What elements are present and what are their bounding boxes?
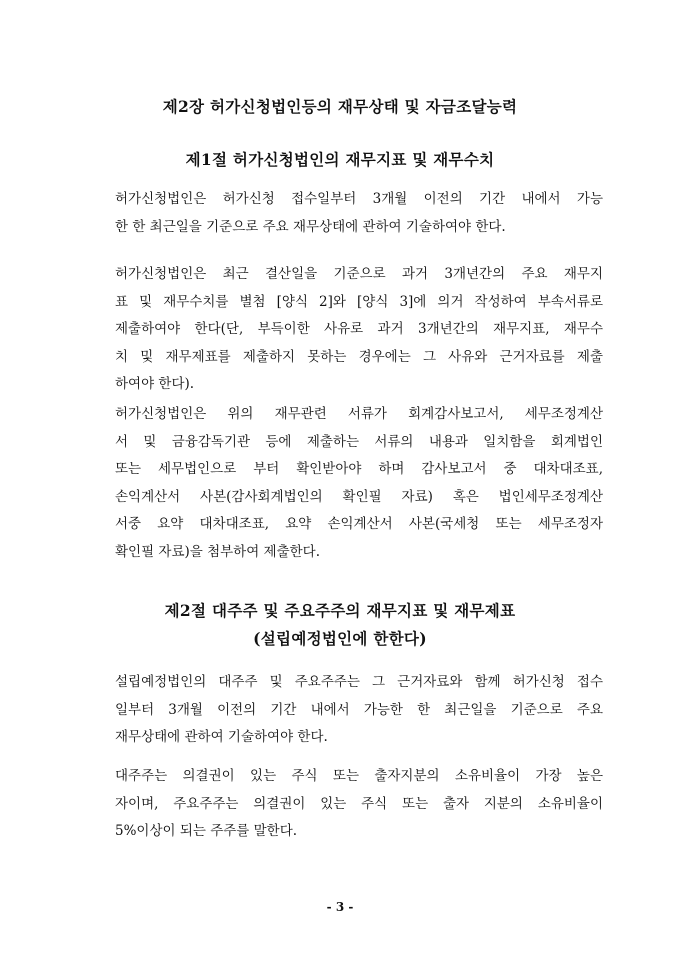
paragraph-line: 허가신청법인은 최근 결산일을 기준으로 과거 3개년간의 주요 재무지 (115, 266, 603, 282)
section-2-title: 제2절 대주주 및 주요주주의 재무지표 및 재무제표 (164, 601, 516, 620)
paragraph-line: 한 한 최근일을 기준으로 주요 재무상태에 관하여 기술하여야 한다. (115, 218, 506, 235)
paragraph-line: 허가신청법인은 허가신청 접수일부터 3개월 이전의 기간 내에서 가능 (115, 191, 603, 207)
paragraph-line: 또는 세무법인으로 부터 확인받아야 하며 감사보고서 중 대차대조표, (115, 461, 603, 477)
paragraph-line: 표 및 재무수치를 별첨 [양식 2]와 [양식 3]에 의거 작성하여 부속서류로 (115, 293, 603, 310)
paragraph-line: 재무상태에 관하여 기술하여야 한다. (115, 729, 328, 745)
paragraph-line: 손익계산서 사본(감사회계법인의 확인필 자료) 혹은 법인세무조정계산 (115, 488, 603, 505)
paragraph-line: 서중 요약 대차대조표, 요약 손익계산서 사본(국세청 또는 세무조정자 (115, 516, 603, 532)
paragraph-line: 허가신청법인은 위의 재무관련 서류가 회계감사보고서, 세무조정계산 (115, 406, 603, 422)
section-2-paragraph-2 (115, 763, 603, 846)
paragraph-line: 제출하여야 한다(단, 부득이한 사유로 과거 3개년간의 재무지표, 재무수 (115, 321, 603, 337)
section-1-paragraph-1 (115, 186, 603, 241)
page-number: - 3 - (326, 900, 354, 914)
paragraph-line: 하여야 한다). (115, 376, 195, 392)
paragraph-line: 5%이상이 되는 주주를 말한다. (115, 823, 298, 839)
section-2-subtitle: (설립예정법인에 한한다) (253, 629, 427, 648)
paragraph-line: 자이며, 주요주주는 의결권이 있는 주식 또는 출자 지분의 소유비율이 (115, 795, 603, 812)
paragraph-line: 일부터 3개월 이전의 기간 내에서 가능한 한 최근일을 기준으로 주요 (115, 701, 603, 718)
paragraph-line: 치 및 재무제표를 제출하지 못하는 경우에는 그 사유와 근거자료를 제출 (115, 348, 603, 365)
paragraph-line: 설립예정법인의 대주주 및 주요주주는 그 근거자료와 함께 허가신청 접수 (115, 674, 603, 690)
section-2-paragraph-1 (115, 669, 603, 752)
section-1-title: 제1절 허가신청법인의 재무지표 및 재무수치 (185, 150, 495, 169)
paragraph-line: 대주주는 의결권이 있는 주식 또는 출자지분의 소유비율이 가장 높은 (115, 768, 603, 784)
section-1-paragraph-3 (115, 401, 603, 566)
paragraph-line: 확인필 자료)을 첨부하여 제출한다. (115, 543, 321, 560)
paragraph-line: 서 및 금융감독기관 등에 제출하는 서류의 내용과 일치함을 회계법인 (115, 433, 603, 450)
chapter-title: 제2장 허가신청법인등의 재무상태 및 자금조달능력 (162, 97, 518, 116)
section-1-paragraph-2 (115, 261, 603, 399)
